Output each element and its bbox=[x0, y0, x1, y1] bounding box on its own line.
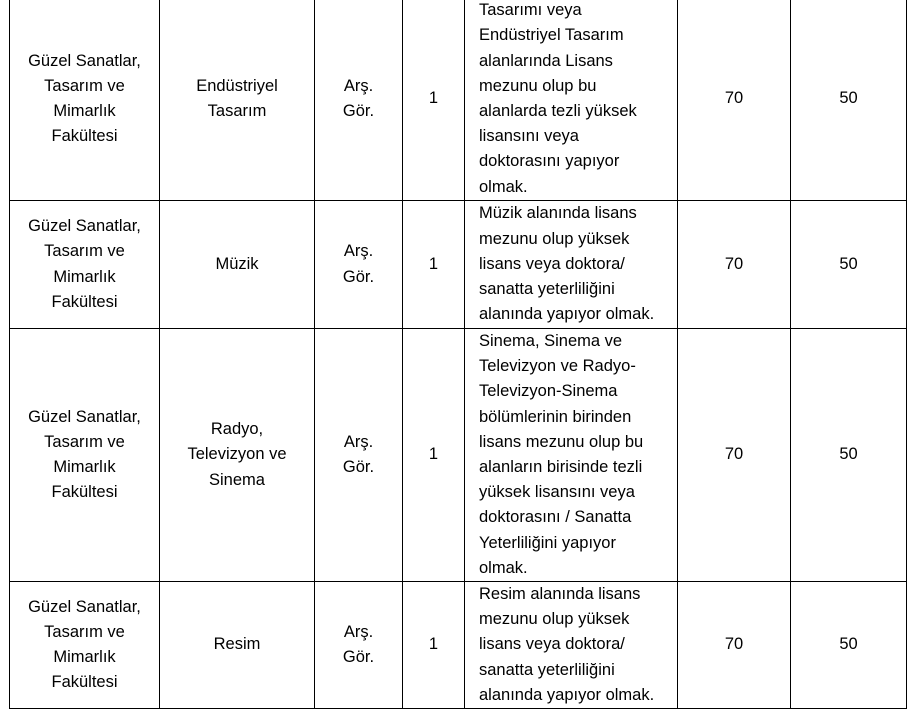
faculty-cell: Güzel Sanatlar, Tasarım ve Mimarlık Fakültesi bbox=[10, 0, 160, 201]
score-a-cell: 70 bbox=[678, 201, 791, 329]
title-cell: Arş. Gör. bbox=[315, 329, 403, 582]
score-a-cell: 70 bbox=[678, 0, 791, 201]
requirements-cell: Sinema, Sinema ve Televizyon ve Radyo- Televizyon-Sinema bölümlerinin birinden lisans mezunu olup bu alanların birisinde tezli yüksek lisansını veya doktorasını / Sanatta Yeterliliğini yapıyor olmak. bbox=[465, 329, 678, 582]
table-row bbox=[10, 201, 907, 329]
title-cell: Arş. Gör. bbox=[315, 582, 403, 709]
score-a-cell: 70 bbox=[678, 329, 791, 582]
faculty-cell: Güzel Sanatlar, Tasarım ve Mimarlık Fakültesi bbox=[10, 582, 160, 709]
score-b-cell: 50 bbox=[791, 0, 907, 201]
faculty-cell: Güzel Sanatlar, Tasarım ve Mimarlık Fakültesi bbox=[10, 201, 160, 329]
count-cell: 1 bbox=[403, 0, 465, 201]
requirements-cell: Tasarımı veya Endüstriyel Tasarım alanlarında Lisans mezunu olup bu alanlarda tezli yüksek lisansını veya doktorasını yapıyor olmak. bbox=[465, 0, 678, 201]
requirements-cell: Müzik alanında lisans mezunu olup yüksek lisans veya doktora/ sanatta yeterliliğini alanında yapıyor olmak. bbox=[465, 201, 678, 329]
table-row bbox=[10, 329, 907, 582]
table-row bbox=[10, 582, 907, 709]
count-cell: 1 bbox=[403, 201, 465, 329]
score-b-cell: 50 bbox=[791, 329, 907, 582]
title-cell: Arş. Gör. bbox=[315, 201, 403, 329]
score-b-cell: 50 bbox=[791, 201, 907, 329]
score-a-cell: 70 bbox=[678, 582, 791, 709]
count-cell: 1 bbox=[403, 582, 465, 709]
department-cell: Endüstriyel Tasarım bbox=[160, 0, 315, 201]
department-cell: Resim bbox=[160, 582, 315, 709]
table-row bbox=[10, 0, 907, 201]
positions-table bbox=[9, 0, 907, 709]
title-cell: Arş. Gör. bbox=[315, 0, 403, 201]
faculty-cell: Güzel Sanatlar, Tasarım ve Mimarlık Fakültesi bbox=[10, 329, 160, 582]
department-cell: Radyo, Televizyon ve Sinema bbox=[160, 329, 315, 582]
department-cell: Müzik bbox=[160, 201, 315, 329]
score-b-cell: 50 bbox=[791, 582, 907, 709]
count-cell: 1 bbox=[403, 329, 465, 582]
requirements-cell: Resim alanında lisans mezunu olup yüksek lisans veya doktora/ sanatta yeterliliğini alanında yapıyor olmak. bbox=[465, 582, 678, 709]
